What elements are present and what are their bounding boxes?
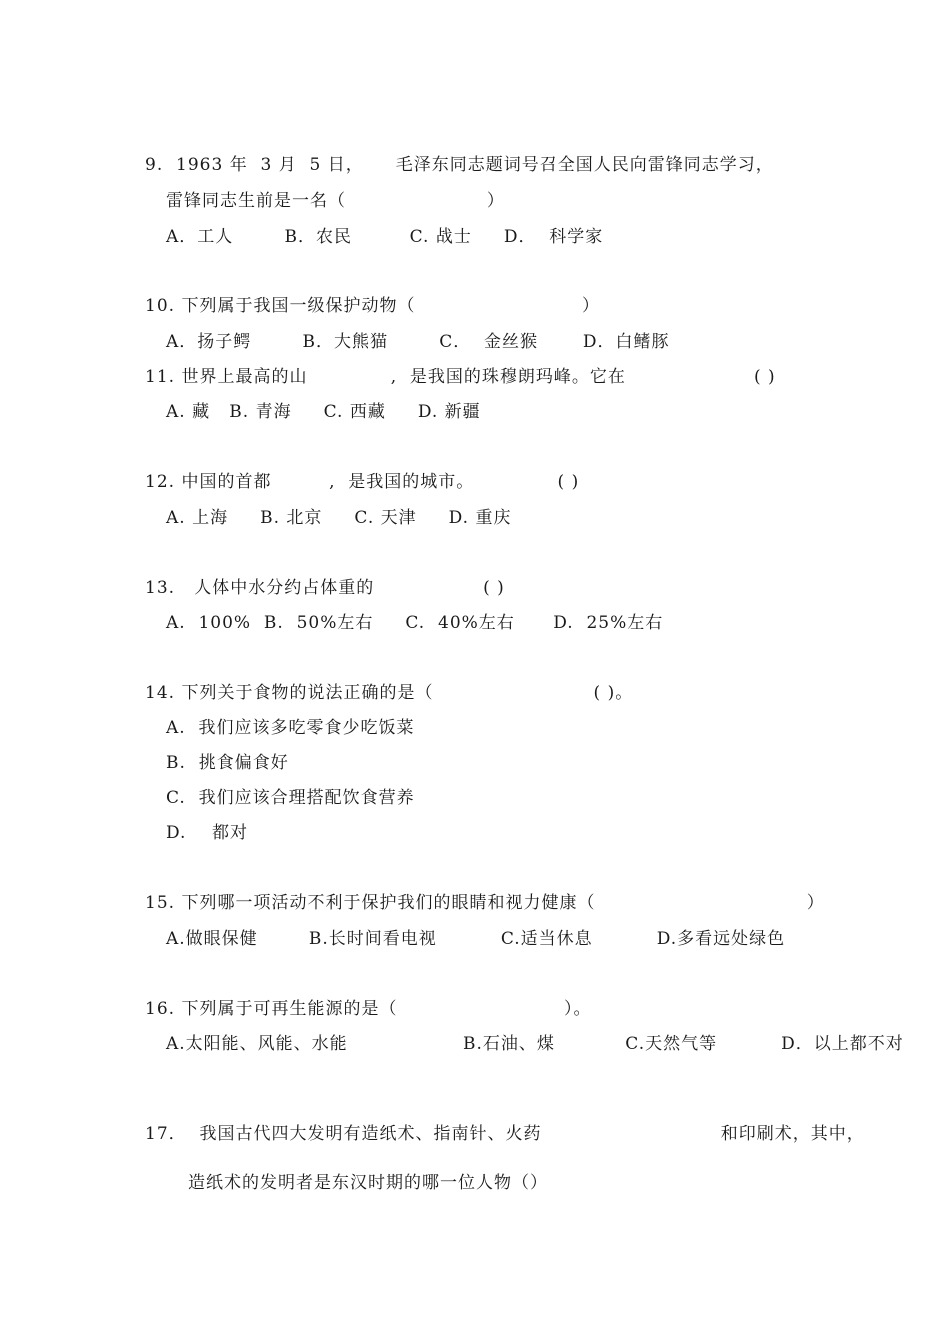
question-13-options: A. 100% B. 50%左右 C. 40%左右 D. 25%左右 — [166, 613, 664, 633]
question-9-options: A．工人 B．农民 C. 战士 D． 科学家 — [166, 227, 604, 247]
question-17-stem: 17． 我国古代四大发明有造纸术、指南针、火药 和印刷术，其中， — [145, 1124, 865, 1144]
question-11-stem: 11. 世界上最高的山 , 是我国的珠穆朗玛峰。它在 ( ) — [145, 367, 776, 387]
question-15-options: A.做眼保健 B.长时间看电视 C.适当休息 D.多看远处绿色 — [166, 929, 786, 949]
question-15-stem: 15. 下列哪一项活动不利于保护我们的眼睛和视力健康（ ） — [145, 893, 825, 913]
question-14-option-d: D. 都对 — [166, 823, 249, 843]
question-10-options: A．扬子鳄 B．大熊猫 C． 金丝猴 D．白鳍豚 — [166, 332, 670, 352]
question-17-stem-continued: 造纸术的发明者是东汉时期的哪一位人物（） — [188, 1173, 548, 1193]
question-14-option-b: B. 挑食偏食好 — [166, 753, 289, 773]
question-11-options: A. 藏 B. 青海 C. 西藏 D. 新疆 — [166, 402, 481, 422]
question-10-stem: 10. 下列属于我国一级保护动物（ ） — [145, 296, 600, 316]
question-14-stem: 14. 下列关于食物的说法正确的是（ ( )。 — [145, 683, 634, 703]
question-13-stem: 13. 人体中水分约占体重的 ( ) — [145, 578, 505, 598]
question-12-stem: 12. 中国的首都 , 是我国的城市。 ( ) — [145, 472, 580, 492]
question-16-options: A.太阳能、风能、水能 B.石油、煤 C.天然气等 D．以上都不对 — [166, 1034, 904, 1054]
question-14-option-c: C. 我们应该合理搭配饮食营养 — [166, 788, 415, 808]
question-14-option-a: A. 我们应该多吃零食少吃饭菜 — [166, 718, 415, 738]
question-16-stem: 16. 下列属于可再生能源的是（ ）。 — [145, 999, 592, 1019]
question-9-stem-continued: 雷锋同志生前是一名（ ） — [166, 191, 505, 211]
question-12-options: A. 上海 B. 北京 C. 天津 D. 重庆 — [166, 508, 512, 528]
question-9-stem: 9. 1963 年 3 月 5 日， 毛泽东同志题词号召全国人民向雷锋同志学习， — [145, 155, 774, 175]
